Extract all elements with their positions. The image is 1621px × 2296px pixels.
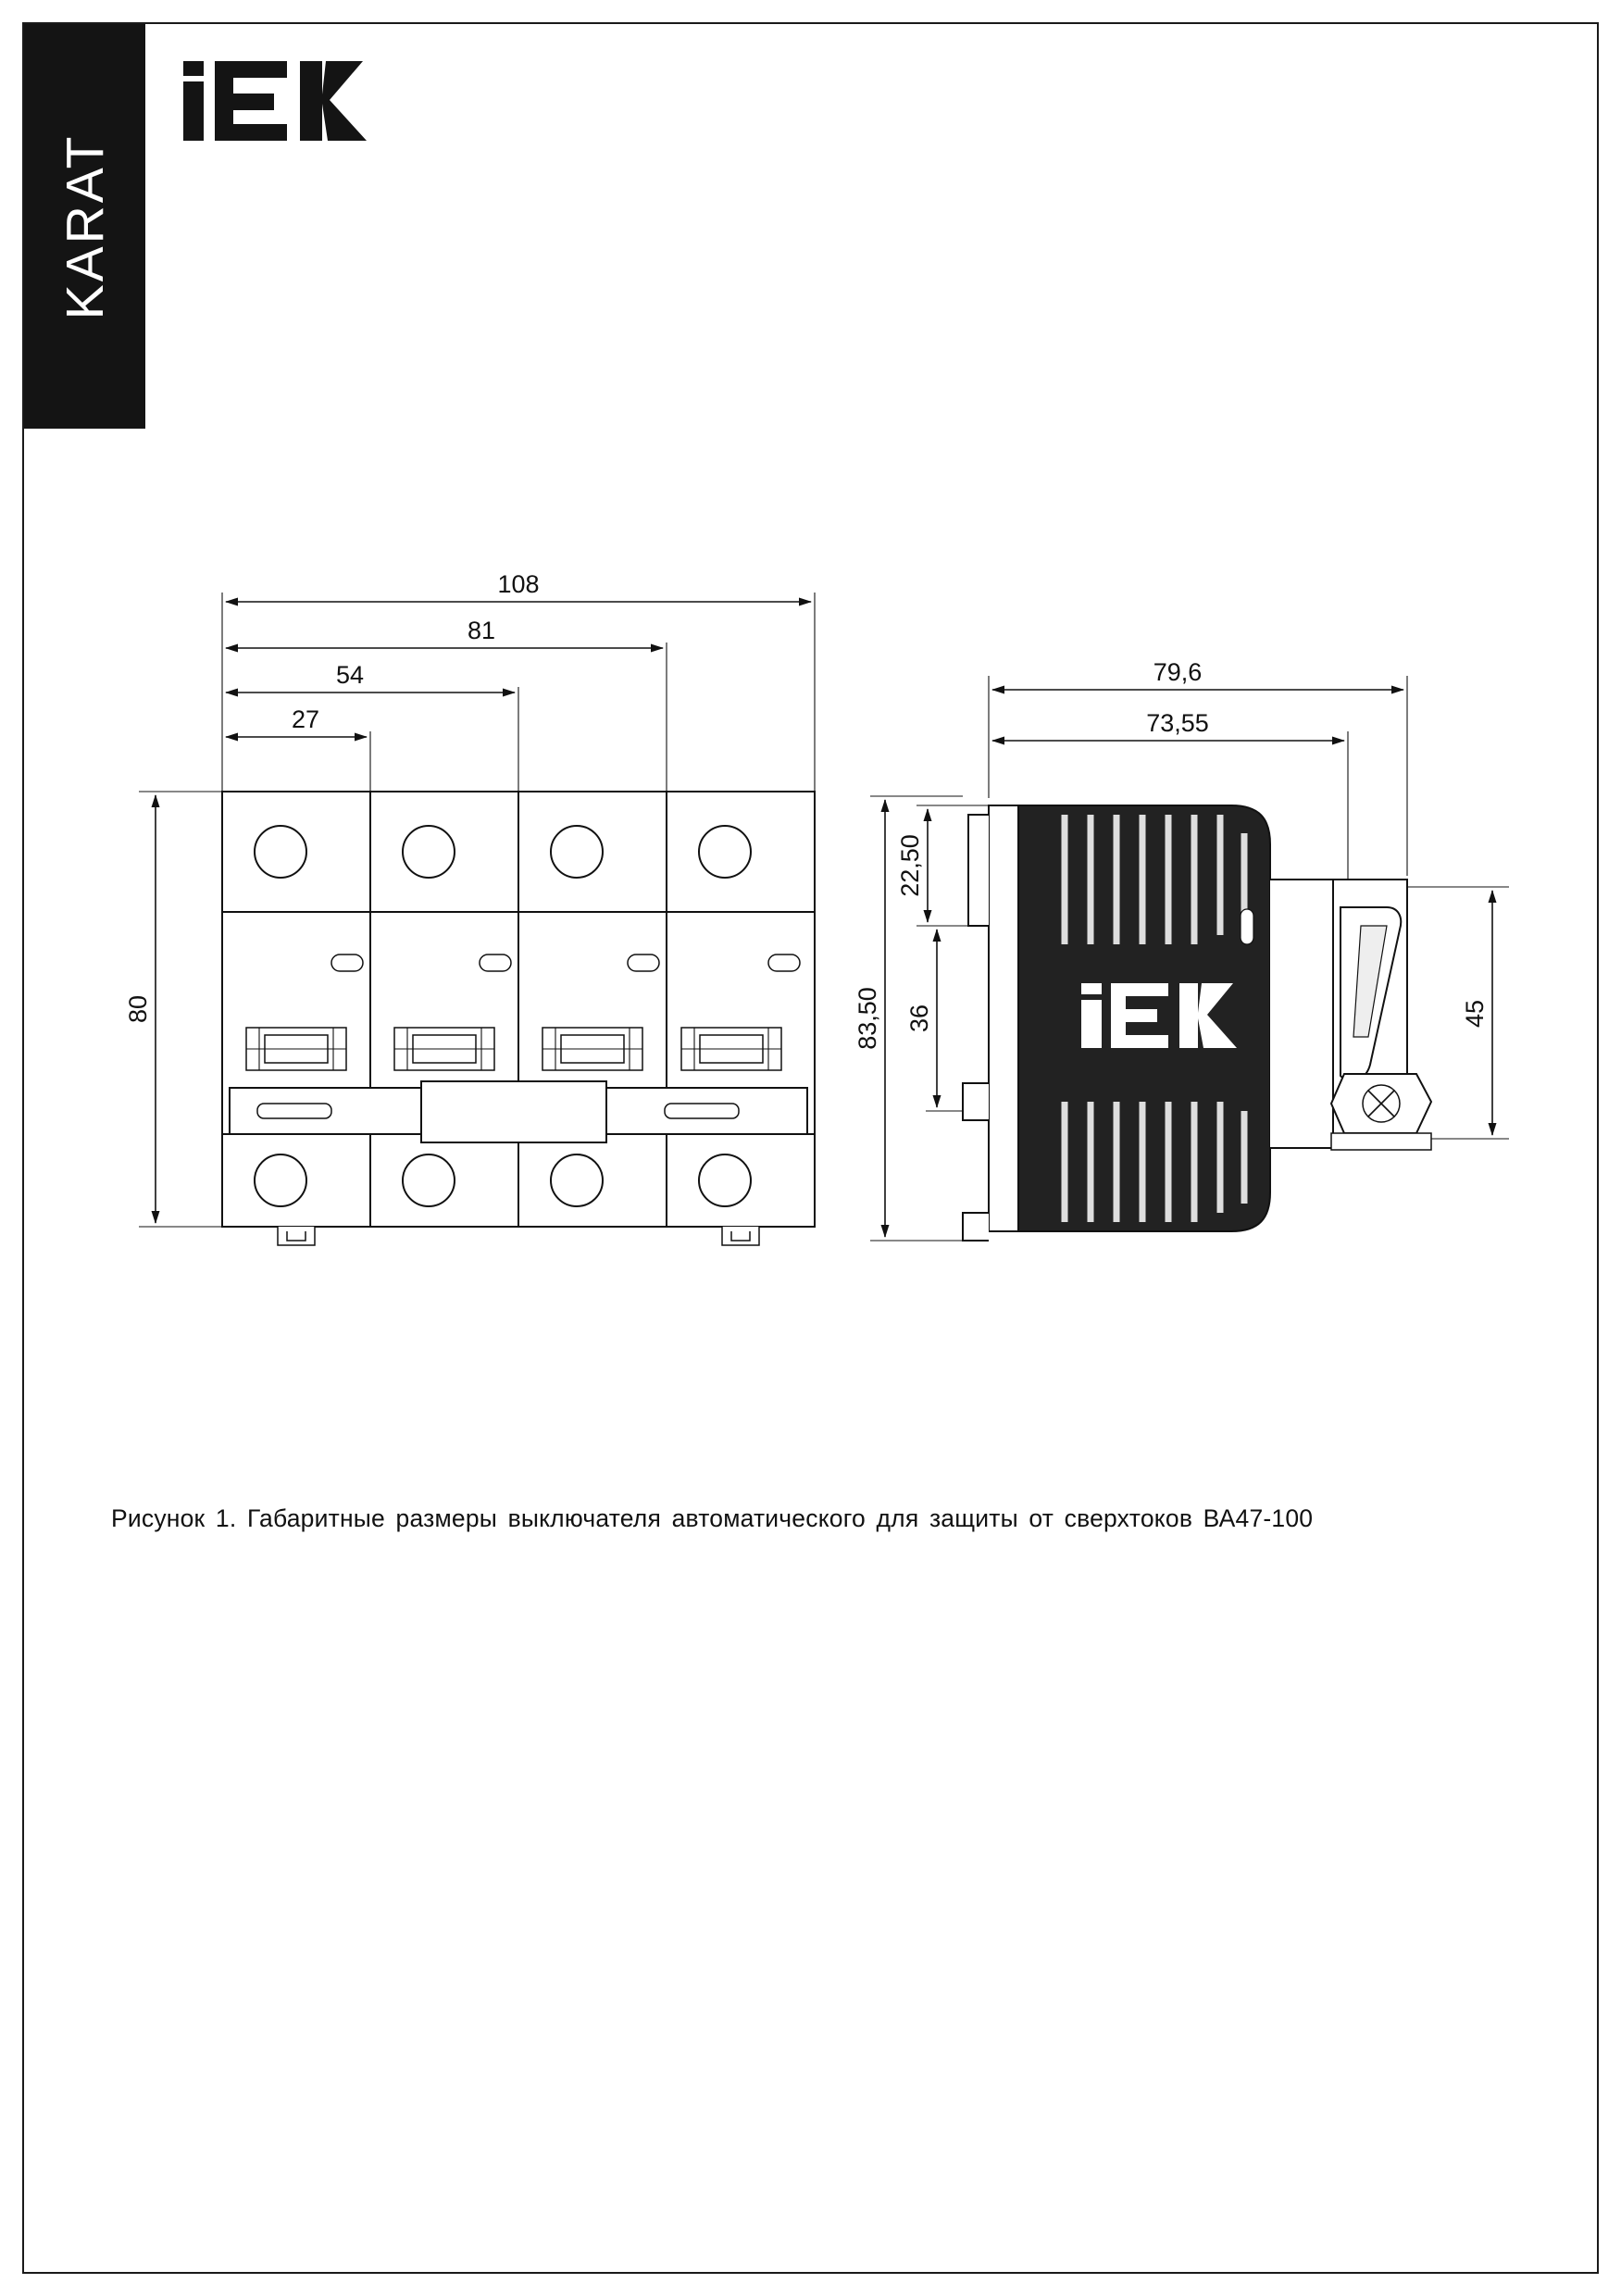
brand-tab	[24, 24, 145, 429]
figure-caption: Рисунок 1. Габаритные размеры выключателя автоматического для защиты от сверхтоков ВА47-100	[111, 1504, 1314, 1532]
dim-81: 81	[467, 617, 496, 644]
dim-108: 108	[497, 570, 540, 598]
iek-logo	[181, 57, 394, 150]
brand-tab-label: KARAT	[55, 133, 115, 319]
page-border	[22, 22, 1599, 2274]
dim-22-50: 22,50	[896, 834, 924, 897]
dim-80: 80	[124, 994, 152, 1024]
dim-73-55: 73,55	[1146, 709, 1209, 737]
dim-27: 27	[291, 705, 320, 733]
dim-54: 54	[335, 661, 365, 689]
dim-45: 45	[1461, 999, 1489, 1029]
dim-83-50: 83,50	[854, 987, 881, 1050]
dim-79-6: 79,6	[1153, 658, 1203, 686]
dim-36: 36	[905, 1004, 933, 1033]
